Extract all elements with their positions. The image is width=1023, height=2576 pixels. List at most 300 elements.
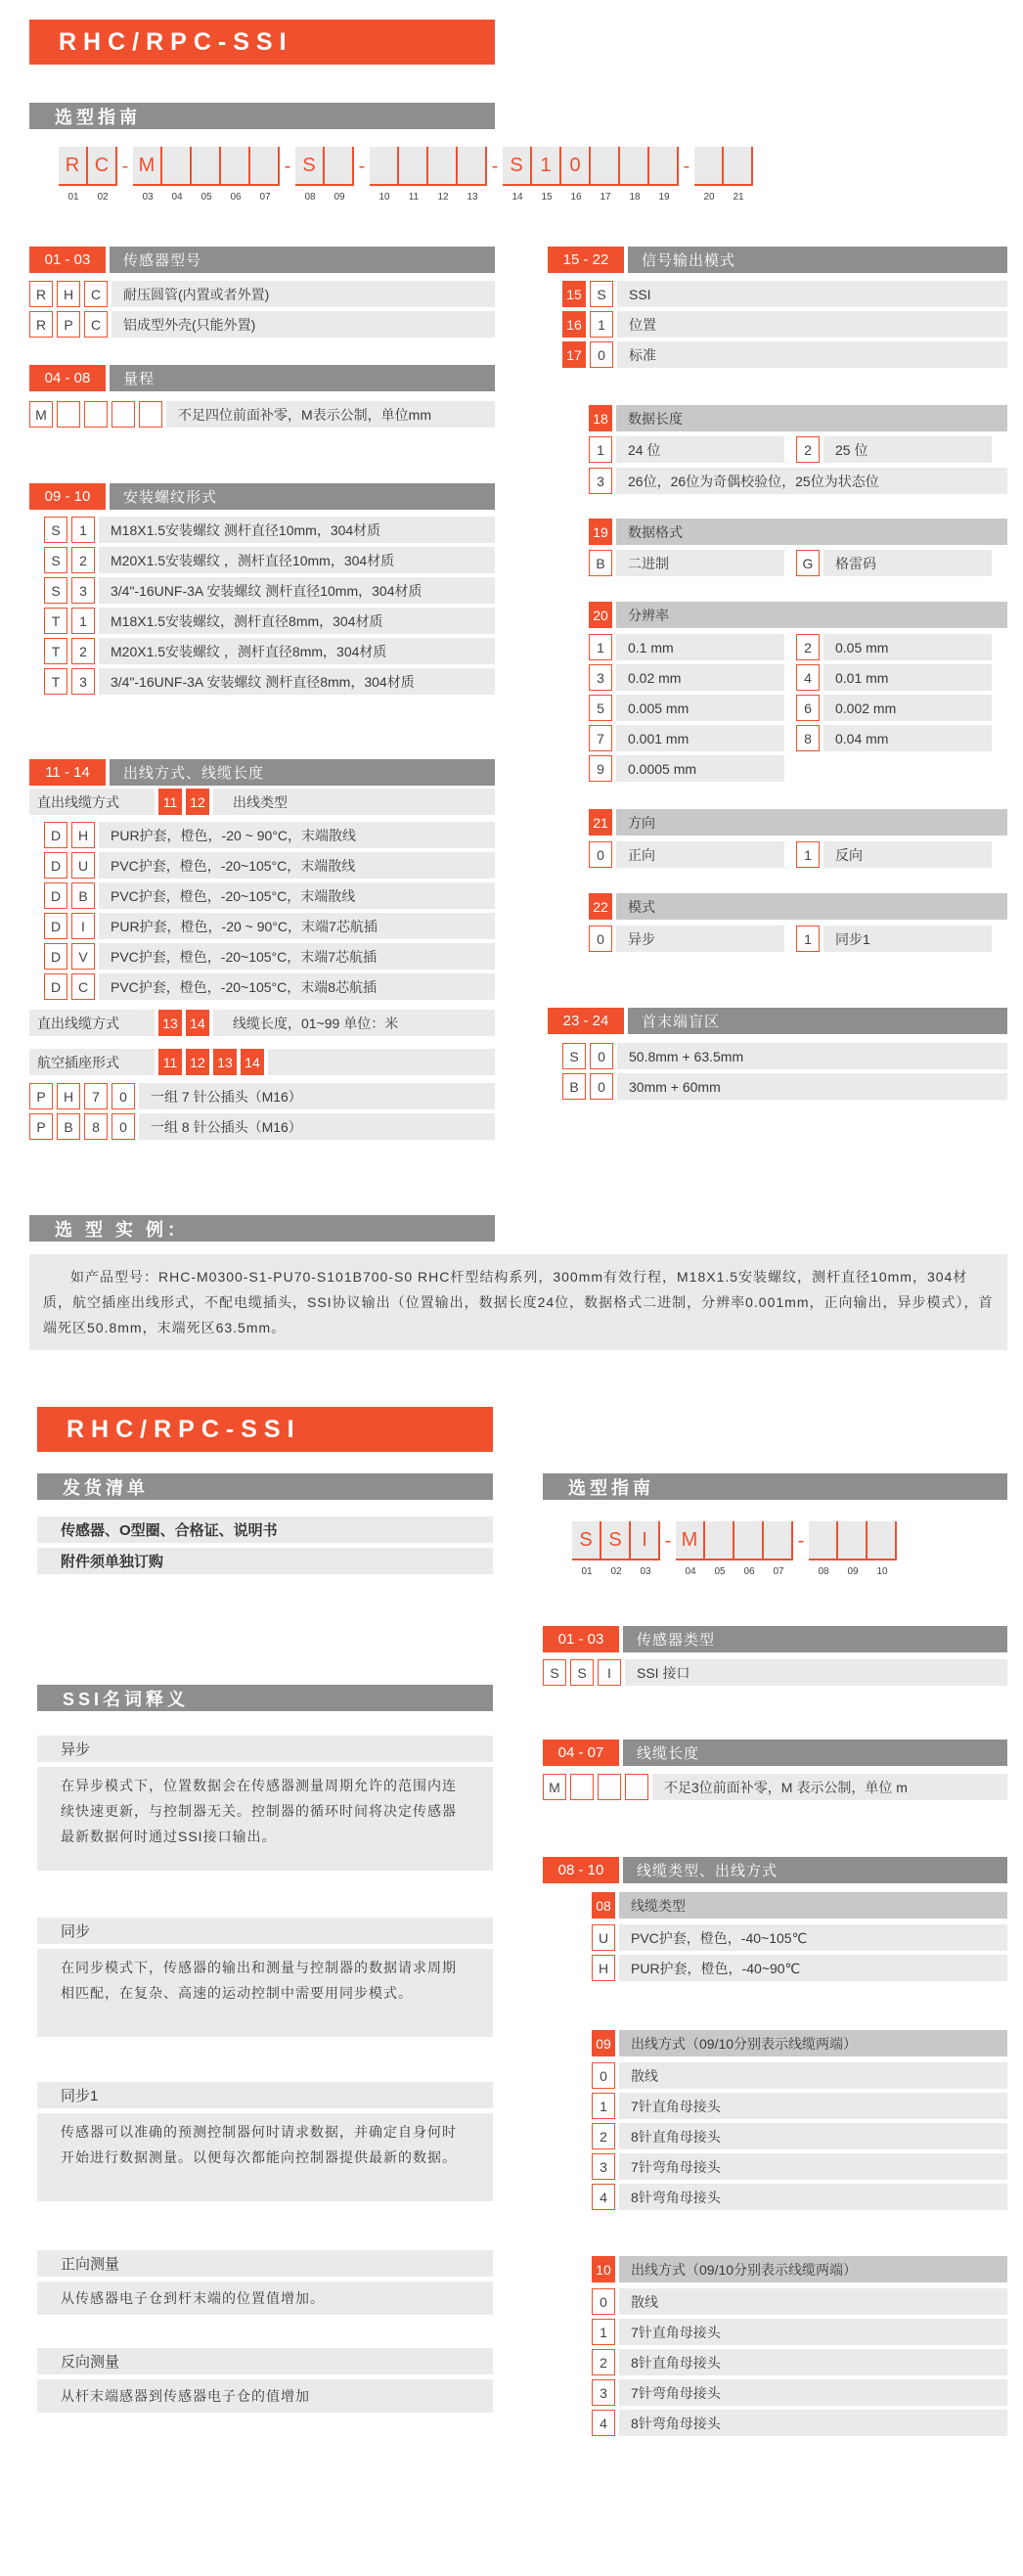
code-box: 4	[592, 2184, 615, 2210]
section-label: 量程	[110, 365, 495, 391]
section-header	[29, 483, 495, 510]
code-dash: -	[121, 155, 129, 177]
option-row	[592, 1924, 1007, 1951]
code-char	[694, 147, 724, 186]
code-index: 20	[703, 192, 715, 203]
code-cell	[838, 1521, 867, 1577]
option-row	[44, 913, 495, 939]
code-number-box: 12	[186, 789, 209, 815]
option-row	[592, 2123, 1007, 2149]
guide-title: 选型指南	[543, 1473, 1007, 1500]
section-number: 15 - 22	[548, 247, 624, 273]
code-cell	[133, 147, 162, 203]
option-text: 3/4"-16UNF-3A 安装螺纹 测杆直径10mm，304材质	[99, 577, 495, 604]
code-cell	[532, 147, 561, 203]
code-number-box: 09	[592, 2030, 615, 2056]
code-index: 08	[304, 192, 316, 203]
option-text: 同步1	[823, 926, 992, 952]
code-box: H	[57, 1083, 80, 1109]
option-text: 一组 8 针公插头（M16）	[139, 1113, 495, 1140]
option-row	[44, 973, 495, 1000]
section-label: 安装螺纹形式	[110, 483, 495, 510]
code-cell	[88, 147, 117, 203]
code-box: T	[44, 668, 67, 695]
code-cell	[601, 1521, 631, 1577]
option-row	[592, 2349, 1007, 2375]
option-pair	[589, 550, 784, 576]
option-text: PVC护套，橙色，-20~105°C，末端散线	[99, 852, 495, 879]
code-char	[649, 147, 679, 186]
code-box: 1	[71, 608, 95, 634]
option-pair	[796, 634, 992, 660]
code-cell	[458, 147, 487, 203]
code-index: 03	[640, 1566, 651, 1577]
option-text: 0.04 mm	[823, 725, 992, 751]
code-box: D	[44, 822, 67, 848]
code-index: 17	[600, 192, 611, 203]
code-box: 2	[796, 436, 820, 463]
code-box: 0	[589, 926, 612, 952]
option-row	[562, 311, 1007, 338]
option-pair	[589, 695, 784, 721]
code-index: 07	[773, 1566, 784, 1577]
section-header	[548, 1008, 1007, 1034]
code-char: C	[88, 147, 117, 186]
code-number-box: 13	[213, 1049, 237, 1075]
code-char: M	[133, 147, 162, 186]
code-box: B	[589, 550, 612, 576]
code-box: 8	[796, 725, 820, 751]
code-box: 0	[590, 1043, 613, 1069]
code-dash: -	[358, 155, 366, 177]
code-box	[598, 1774, 621, 1800]
option-row	[592, 2062, 1007, 2089]
code-index: 01	[67, 192, 79, 203]
code-cell	[676, 1521, 705, 1577]
section-number: 01 - 03	[29, 247, 106, 273]
option-text: 格雷码	[823, 550, 992, 576]
code-box: S	[590, 281, 613, 307]
code-box: 0	[590, 1073, 613, 1100]
code-dash: -	[683, 155, 690, 177]
option-row	[44, 547, 495, 573]
section-number: 09 - 10	[29, 483, 106, 510]
code-box: T	[44, 608, 67, 634]
sub-text: 出线类型	[213, 789, 495, 815]
code-char: 0	[561, 147, 591, 186]
code-char	[325, 147, 354, 186]
option-text: 8针弯角母接头	[619, 2410, 1007, 2436]
code-index: 05	[200, 192, 212, 203]
code-cell	[809, 1521, 838, 1577]
option-row	[562, 341, 1007, 368]
option-text: PVC护套，橙色，-20~105°C，末端8芯航插	[99, 973, 495, 1000]
code-index: 09	[334, 192, 345, 203]
option-row	[562, 1043, 1007, 1069]
code-char	[838, 1521, 867, 1560]
code-char	[734, 1521, 764, 1560]
section-header	[543, 1626, 1007, 1652]
option-text: 位置	[617, 311, 1007, 338]
option-text: M20X1.5安装螺纹 ，测杆直径10mm，304材质	[99, 547, 495, 573]
option-text: 耐压圆管(内置或者外置)	[111, 281, 495, 307]
code-box: 7	[84, 1083, 108, 1109]
code-char: S	[601, 1521, 631, 1560]
sub-header-label: 方向	[616, 809, 1007, 836]
code-box: P	[29, 1083, 53, 1109]
option-text: 7针弯角母接头	[619, 2379, 1007, 2406]
sub-header	[592, 2256, 1007, 2282]
option-pair	[589, 725, 784, 751]
sub-header	[589, 809, 1007, 836]
code-index: 11	[408, 192, 420, 203]
sub-header-label: 数据长度	[616, 405, 1007, 431]
option-pair	[589, 436, 784, 463]
section-number: 01 - 03	[543, 1626, 619, 1652]
code-index: 06	[743, 1566, 755, 1577]
code-number-box: 13	[158, 1010, 182, 1036]
option-text: 7针弯角母接头	[619, 2153, 1007, 2180]
code-box: S	[543, 1659, 566, 1686]
option-text: 反向	[823, 841, 992, 868]
code-cell	[399, 147, 428, 203]
code-box: 1	[589, 634, 612, 660]
code-cell	[250, 147, 280, 203]
code-dash: -	[491, 155, 499, 177]
option-text: 3/4"-16UNF-3A 安装螺纹 测杆直径8mm，304材质	[99, 668, 495, 695]
sub-header-row	[29, 1010, 495, 1036]
code-box	[57, 401, 80, 428]
sub-label: 直出线缆方式	[29, 1010, 155, 1036]
option-row	[29, 311, 495, 338]
code-box: 8	[84, 1113, 108, 1140]
code-index: 18	[629, 192, 641, 203]
option-text: 0.1 mm	[616, 634, 784, 660]
code-cell	[591, 147, 620, 203]
option-text: 7针直角母接头	[619, 2319, 1007, 2345]
option-pair	[796, 436, 992, 463]
option-text: PVC护套，橙色，-40~105℃	[619, 1924, 1007, 1951]
code-index: 10	[378, 192, 390, 203]
option-row	[44, 943, 495, 970]
section-header	[543, 1857, 1007, 1883]
code-box: R	[29, 311, 53, 338]
shipping-item: 传感器、O型圈、合格证、说明书	[37, 1516, 493, 1543]
section-header	[29, 759, 495, 786]
code-number-box: 18	[589, 405, 612, 431]
code-box: 4	[592, 2410, 615, 2436]
option-row	[44, 608, 495, 634]
code-char	[620, 147, 649, 186]
code-index: 06	[230, 192, 242, 203]
code-box: 3	[71, 668, 95, 695]
code-box: H	[57, 281, 80, 307]
code-index: 02	[610, 1566, 622, 1577]
code-cell	[162, 147, 192, 203]
code-box: H	[592, 1955, 615, 1981]
code-number-box: 15	[562, 281, 586, 307]
code-dash: -	[797, 1529, 805, 1552]
option-text: 不足3位前面补零，M 表示公制，单位 m	[652, 1774, 1007, 1800]
code-char	[399, 147, 428, 186]
sub-header-label: 线缆类型	[619, 1892, 1007, 1919]
section-number: 23 - 24	[548, 1008, 624, 1034]
code-char	[250, 147, 280, 186]
code-index: 02	[97, 192, 109, 203]
code-box: 1	[590, 311, 613, 338]
code-box: 0	[590, 341, 613, 368]
option-row	[543, 1659, 1007, 1686]
code-box: C	[84, 281, 108, 307]
sub-header-label: 出线方式（09/10分别表示线缆两端）	[619, 2030, 1007, 2056]
section-label: 首末端盲区	[628, 1008, 1007, 1034]
code-box: 2	[592, 2123, 615, 2149]
section-header	[543, 1740, 1007, 1766]
code-box: 1	[592, 2093, 615, 2119]
code-number-box: 19	[589, 519, 612, 545]
sub-label: 直出线缆方式	[29, 789, 155, 815]
option-row	[562, 281, 1007, 307]
code-box	[84, 401, 108, 428]
option-row	[592, 2319, 1007, 2345]
option-text: 铝成型外壳(只能外置)	[111, 311, 495, 338]
code-index: 21	[733, 192, 744, 203]
sub-header-label: 分辨率	[616, 602, 1007, 628]
option-text: M18X1.5安装螺纹，测杆直径8mm，304材质	[99, 608, 495, 634]
code-box: 6	[796, 695, 820, 721]
code-cell	[705, 1521, 734, 1577]
option-row	[592, 2379, 1007, 2406]
section-number: 04 - 08	[29, 365, 106, 391]
section-header	[29, 365, 495, 391]
shipping-item: 附件须单独订购	[37, 1548, 493, 1574]
option-text: 8针直角母接头	[619, 2349, 1007, 2375]
code-box: 0	[111, 1083, 135, 1109]
guide-title: 选型指南	[29, 103, 495, 129]
code-box: 0	[111, 1113, 135, 1140]
option-text: M20X1.5安装螺纹 ，测杆直径8mm，304材质	[99, 638, 495, 664]
option-text: 7针直角母接头	[619, 2093, 1007, 2119]
code-cell	[428, 147, 458, 203]
code-box: U	[592, 1924, 615, 1951]
sub-header	[592, 1892, 1007, 1919]
code-index: 19	[658, 192, 670, 203]
option-pair	[589, 755, 784, 782]
sub-header	[592, 2030, 1007, 2056]
option-text: 0.001 mm	[616, 725, 784, 751]
sub-text: 线缆长度，01~99 单位：米	[213, 1010, 495, 1036]
code-box: C	[84, 311, 108, 338]
code-box: 3	[589, 468, 612, 494]
option-pair	[589, 841, 784, 868]
code-index: 08	[818, 1566, 829, 1577]
code-index: 09	[847, 1566, 859, 1577]
option-row	[29, 1083, 495, 1109]
code-box: 3	[71, 577, 95, 604]
section-number: 11 - 14	[29, 759, 106, 786]
option-row	[29, 1113, 495, 1140]
code-cell	[764, 1521, 793, 1577]
option-text: 散线	[619, 2062, 1007, 2089]
option-row	[44, 517, 495, 543]
section-number: 08 - 10	[543, 1857, 619, 1883]
code-box: 2	[592, 2349, 615, 2375]
code-number-box: 12	[186, 1049, 209, 1075]
option-pair	[796, 664, 992, 691]
option-row	[592, 1955, 1007, 1981]
code-box: 0	[592, 2288, 615, 2315]
sub-label: 航空插座形式	[29, 1049, 155, 1075]
code-box: P	[57, 311, 80, 338]
code-box: M	[29, 401, 53, 428]
code-box: 1	[71, 517, 95, 543]
code-char: S	[572, 1521, 601, 1560]
option-text: 8针直角母接头	[619, 2123, 1007, 2149]
code-box: 1	[796, 926, 820, 952]
term-heading: 反向测量	[37, 2348, 493, 2374]
term-definition: 在异步模式下，位置数据会在传感器测量周期允许的范围内连续快速更新，与控制器无关。控制器的循环时间将决定传感器最新数据何时通过SSI接口输出。	[37, 1767, 493, 1871]
section-label: 传感器型号	[110, 247, 495, 273]
code-index: 04	[171, 192, 183, 203]
code-index: 13	[467, 192, 478, 203]
section-label: 线缆长度	[623, 1740, 1007, 1766]
code-number-box: 11	[158, 1049, 182, 1075]
code-char	[809, 1521, 838, 1560]
code-index: 12	[437, 192, 449, 203]
code-box: 2	[71, 547, 95, 573]
code-box: B	[562, 1073, 586, 1100]
option-row	[29, 401, 495, 428]
code-number-box: 16	[562, 311, 586, 338]
term-definition: 传感器可以准确的预测控制器何时请求数据，并确定自身何时开始进行数据测量。以便每次都能向控制器提供最新的数据。	[37, 2113, 493, 2201]
code-box: B	[57, 1113, 80, 1140]
section-number: 04 - 07	[543, 1740, 619, 1766]
code-box: C	[71, 973, 95, 1000]
option-pair	[796, 695, 992, 721]
code-box: B	[71, 882, 95, 909]
code-cell	[59, 147, 88, 203]
code-box: D	[44, 913, 67, 939]
code-box: U	[71, 852, 95, 879]
option-row	[44, 882, 495, 909]
code-char	[724, 147, 753, 186]
code-box: D	[44, 882, 67, 909]
code-char: S	[295, 147, 325, 186]
option-text: PUR护套，橙色，-20 ~ 90°C，末端7芯航插	[99, 913, 495, 939]
sub-header-label: 数据格式	[616, 519, 1007, 545]
code-index: 04	[685, 1566, 696, 1577]
code-char	[764, 1521, 793, 1560]
terms-title: SSI名词释义	[37, 1685, 493, 1711]
section-label: 出线方式、线缆长度	[110, 759, 495, 786]
code-number-box: 14	[186, 1010, 209, 1036]
code-box	[570, 1774, 594, 1800]
code-number-box: 22	[589, 893, 612, 920]
code-box: D	[44, 943, 67, 970]
option-row	[592, 2410, 1007, 2436]
code-box: I	[71, 913, 95, 939]
code-box: P	[29, 1113, 53, 1140]
code-box: S	[570, 1659, 594, 1686]
code-box: H	[71, 822, 95, 848]
code-box: 9	[589, 755, 612, 782]
code-cell	[503, 147, 532, 203]
code-char	[370, 147, 399, 186]
option-row	[543, 1774, 1007, 1800]
option-text: 正向	[616, 841, 784, 868]
term-heading: 正向测量	[37, 2250, 493, 2277]
option-row	[29, 281, 495, 307]
code-number-box: 08	[592, 1892, 615, 1919]
option-text: 异步	[616, 926, 784, 952]
code-cell	[620, 147, 649, 203]
option-text: PUR护套，橙色，-40~90℃	[619, 1955, 1007, 1981]
code-index: 01	[581, 1566, 593, 1577]
option-text: PVC护套，橙色，-20~105°C，末端散线	[99, 882, 495, 909]
option-text: 标准	[617, 341, 1007, 368]
code-box: 3	[589, 664, 612, 691]
option-text: 二进制	[616, 550, 784, 576]
option-pair	[796, 725, 992, 751]
code-index: 07	[259, 192, 271, 203]
code-cell	[694, 147, 724, 203]
option-text: 散线	[619, 2288, 1007, 2315]
code-cell	[734, 1521, 764, 1577]
code-char	[192, 147, 221, 186]
code-char	[428, 147, 458, 186]
code-number-box: 21	[589, 809, 612, 836]
model-code-cells	[572, 1521, 897, 1577]
option-row	[589, 468, 1007, 494]
sub-header-label: 出线方式（09/10分别表示线缆两端）	[619, 2256, 1007, 2282]
option-row	[562, 1073, 1007, 1100]
sub-header	[589, 602, 1007, 628]
option-text: SSI	[617, 281, 1007, 307]
section-label: 传感器类型	[623, 1626, 1007, 1652]
section-label: 线缆类型、出线方式	[623, 1857, 1007, 1883]
option-text: 24 位	[616, 436, 784, 463]
term-heading: 同步1	[37, 2082, 493, 2108]
option-pair	[589, 664, 784, 691]
code-box: 1	[589, 436, 612, 463]
model-code-cells	[59, 147, 753, 203]
term-definition: 从杆末端感器到传感器电子仓的值增加	[37, 2379, 493, 2413]
section-header	[29, 247, 495, 273]
code-box: D	[44, 973, 67, 1000]
code-index: 03	[142, 192, 154, 203]
option-row	[44, 638, 495, 664]
code-box	[139, 401, 162, 428]
option-pair	[589, 926, 784, 952]
option-text: 0.01 mm	[823, 664, 992, 691]
code-number-box: 14	[241, 1049, 264, 1075]
code-box: G	[796, 550, 820, 576]
code-char	[705, 1521, 734, 1560]
code-index: 10	[876, 1566, 888, 1577]
code-cell	[370, 147, 399, 203]
code-char	[162, 147, 192, 186]
code-index: 14	[512, 192, 523, 203]
example-text: 如产品型号：RHC-M0300-S1-PU70-S101B700-S0 RHC杆型结构系列，300mm有效行程，M18X1.5安装螺纹，测杆直径10mm，304材质，航空插座出线形式，不配电缆插头，SSI协议输出（位置输出，数据长度24位，数据格式二进制，分辨率0.001mm，正向输出，异步模式），首端死区50.8mm，末端死区63.5mm。	[29, 1254, 1007, 1350]
code-box: 0	[592, 2062, 615, 2089]
shipping-title: 发货清单	[37, 1473, 493, 1500]
option-row	[44, 577, 495, 604]
code-index: 05	[714, 1566, 726, 1577]
option-text: 8针弯角母接头	[619, 2184, 1007, 2210]
option-text: 0.002 mm	[823, 695, 992, 721]
term-definition: 在同步模式下，传感器的输出和测量与控制器的数据请求周期相匹配，在复杂、高速的运动控制中需要用同步模式。	[37, 1949, 493, 2037]
section-header	[548, 247, 1007, 273]
